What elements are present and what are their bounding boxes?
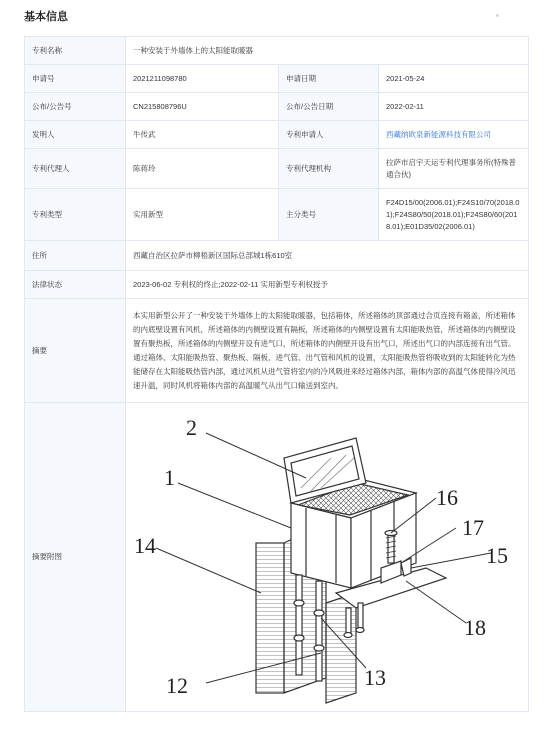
value-application-number: 2021211098780	[126, 65, 279, 93]
label-agent: 专利代理人	[25, 149, 126, 189]
applicant-link[interactable]: 西藏纳欧泉新能源科技有限公司	[379, 121, 529, 149]
value-inventor: 牛传武	[126, 121, 279, 149]
patent-info-table	[24, 36, 529, 712]
value-legal-status: 2023-06-02 专利权的终止;2022-02-11 实用新型专利权授予	[126, 271, 529, 299]
callout-13: 13	[364, 665, 386, 690]
abstract-figure	[126, 403, 528, 711]
value-application-date: 2021-05-24	[379, 65, 529, 93]
callout-12: 12	[166, 673, 188, 698]
value-ipc: F24D15/00(2006.01);F24S10/70(2018.01);F24S80/50(2018.01);F24S80/60(2018.01);E01D35/02(2006.01)	[379, 189, 529, 241]
figure-cell	[126, 403, 529, 712]
callout-16: 16	[436, 485, 458, 510]
row-address	[25, 241, 529, 271]
value-patent-type: 实用新型	[126, 189, 279, 241]
callout-17: 17	[462, 515, 484, 540]
label-abstract: 摘要	[25, 299, 126, 403]
label-application-date: 申请日期	[279, 65, 379, 93]
label-applicant: 专利申请人	[279, 121, 379, 149]
label-figure: 摘要附图	[25, 403, 126, 712]
row-inventor	[25, 121, 529, 149]
callout-1: 1	[164, 465, 175, 490]
label-agency: 专利代理机构	[279, 149, 379, 189]
value-abstract: 本实用新型公开了一种安装于外墙体上的太阳能取暖器，包括箱体，所述箱体的顶部通过合页连接有箱盖，所述箱体的内底壁设置有风机，所述箱体的内侧壁设置有隔板，所述箱体的内侧壁设置有太阳能吸热管，所述箱体的内侧壁设置有聚热板，所述箱体的内侧壁开设有进气口，所述箱体的内侧壁开设有出气口，所述出气口的内部连接有出气管。通过箱体、太阳能吸热管、聚热板、隔板、进气管、出气管和风机的设置，太阳能吸热管将吸收到的太阳能转化为热能储存在太阳能吸热管内部，通过风机从进气管将室内的冷风吸进来经过箱体内部，箱体内部的高温气体使得冷风迅速升温，同时风机将箱体内部的高温暖气从出气口输送到室内。	[126, 299, 529, 403]
row-title	[25, 37, 529, 65]
row-figure	[25, 403, 529, 712]
value-agency: 拉萨市启宇天运专利代理事务所(特殊普通合伙)	[379, 149, 529, 189]
value-agent: 陈蒋玲	[126, 149, 279, 189]
row-agent	[25, 149, 529, 189]
row-status	[25, 271, 529, 299]
value-publication-date: 2022-02-11	[379, 93, 529, 121]
patent-drawing	[126, 403, 528, 711]
callout-2: 2	[186, 415, 197, 440]
row-type	[25, 189, 529, 241]
label-application-number: 申请号	[25, 65, 126, 93]
value-patent-name: 一种安装于外墙体上的太阳能取暖器	[126, 37, 529, 65]
label-inventor: 发明人	[25, 121, 126, 149]
callout-14: 14	[134, 533, 156, 558]
row-abstract	[25, 299, 529, 403]
decorative-dot	[496, 14, 499, 17]
label-patent-type: 专利类型	[25, 189, 126, 241]
row-application	[25, 65, 529, 93]
label-address: 住所	[25, 241, 126, 271]
label-patent-name: 专利名称	[25, 37, 126, 65]
label-ipc: 主分类号	[279, 189, 379, 241]
callout-18: 18	[464, 615, 486, 640]
callout-15: 15	[486, 543, 508, 568]
label-legal-status: 法律状态	[25, 271, 126, 299]
section-title: 基本信息	[24, 11, 68, 23]
value-publication-number: CN215808796U	[126, 93, 279, 121]
value-address: 西藏自治区拉萨市柳梧新区国际总部城1栋610室	[126, 241, 529, 271]
label-publication-number: 公布/公告号	[25, 93, 126, 121]
label-publication-date: 公布/公告日期	[279, 93, 379, 121]
row-publication	[25, 93, 529, 121]
